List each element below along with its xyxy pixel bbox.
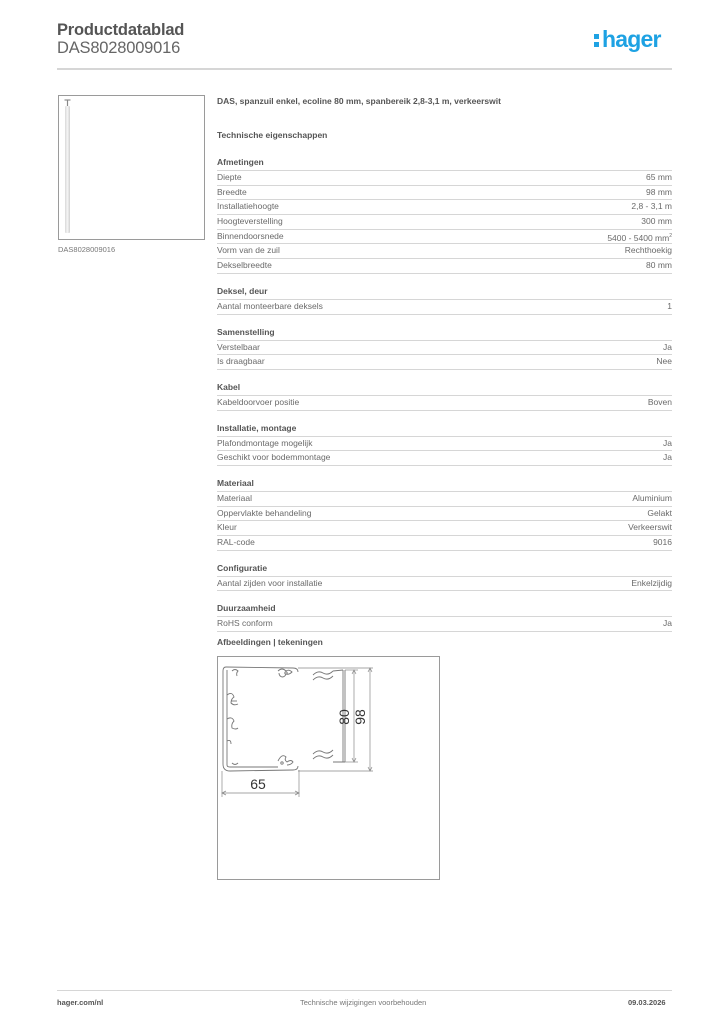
spec-label: Kabeldoorvoer positie [217,396,300,407]
dim-cover-width-label: 80 [336,709,352,725]
section-title: Configuratie [217,562,672,577]
section-title: Installatie, montage [217,422,672,437]
technical-drawing [217,656,440,880]
spec-row [217,300,672,315]
section-title: Duurzaamheid [217,602,672,617]
dim-depth-label: 65 [250,776,266,792]
section-title: Samenstelling [217,326,672,341]
spec-row [217,617,672,632]
spec-label: Diepte [217,172,242,182]
footer-website-link[interactable]: hager.com/nl [57,998,104,1007]
product-description: DAS, spanzuil enkel, ecoline 80 mm, spanbereik 2,8-3,1 m, verkeerswit [217,96,501,106]
spec-row [217,200,672,215]
section-kabel [217,381,672,411]
section-materiaal [217,477,672,551]
logo-text: hager [602,26,661,52]
spec-label: Dekselbreedte [217,260,272,271]
spec-row [217,437,672,452]
section-samenstelling [217,326,672,370]
spec-label: Aantal monteerbare deksels [217,300,323,311]
spec-value: Verkeerswit [628,522,672,533]
section-deksel-deur [217,285,672,315]
spec-value: Ja [663,452,672,463]
spec-value: Enkelzijdig [631,577,672,588]
spec-value: Gelakt [647,507,672,518]
spec-panel [217,96,672,632]
spec-label: Is draagbaar [217,356,265,367]
spec-row [217,215,672,230]
spec-row [217,244,672,259]
hager-logo [594,28,661,51]
spec-value: 1 [667,300,672,311]
spec-label: Aantal zijden voor installatie [217,577,323,588]
spec-value: Boven [647,396,672,407]
section-title: Kabel [217,381,672,396]
footer-date: 09.03.2026 [628,998,666,1007]
product-image-caption: DAS8028009016 [58,245,116,254]
article-number: DAS8028009016 [57,39,181,57]
spec-value: Ja [663,341,672,352]
section-installatie-montage [217,422,672,466]
section-title: Materiaal [217,477,672,492]
spec-label: Plafondmontage mogelijk [217,437,313,448]
spec-row [217,355,672,370]
header-divider [57,68,672,70]
spec-label: RoHS conform [217,618,273,629]
spec-value: Rechthoekig [624,245,672,256]
spec-row [217,536,672,551]
section-duurzaamheid [217,602,672,632]
spec-row [217,451,672,466]
spec-value: 9016 [653,537,672,547]
logo-colon-icon [594,31,600,48]
spec-row [217,230,672,245]
spec-row [217,577,672,592]
spec-label: Hoogteverstelling [217,216,283,227]
spec-row [217,521,672,536]
spec-value-superscript: 2 [669,232,672,239]
dim-width-label: 98 [352,709,368,725]
spec-label: Verstelbaar [217,341,260,352]
spec-value: 65 mm [646,172,672,182]
spec-value: Aluminium [632,492,672,503]
product-image [58,95,205,240]
tech-properties-heading: Technische eigenschappen [217,130,328,140]
spec-label: Materiaal [217,492,252,503]
section-title: Afmetingen [217,156,672,171]
spec-label: RAL-code [217,537,255,547]
spec-value: 2,8 - 3,1 m [631,201,672,212]
spec-label: Oppervlakte behandeling [217,507,312,518]
spec-label: Geschikt voor bodemmontage [217,452,331,463]
footer-disclaimer: Technische wijzigingen voorbehouden [300,998,427,1007]
section-title: Deksel, deur [217,285,672,300]
page-title: Productdatablad [57,21,185,39]
spec-value-text: 5400 - 5400 mm [607,232,670,243]
spec-label: Breedte [217,186,247,197]
figures-heading: Afbeeldingen | tekeningen [217,637,323,647]
spec-value: 98 mm [646,186,672,197]
spec-label: Vorm van de zuil [217,245,280,256]
profile-cross-section-drawing [218,657,441,881]
spec-row [217,396,672,411]
spec-value: 300 mm [641,216,672,227]
pole-illustration [65,106,70,233]
spec-row [217,171,672,186]
spec-row [217,507,672,522]
section-configuratie [217,562,672,592]
spec-label: Binnendoorsnede [217,230,284,241]
spec-value: Nee [656,356,672,367]
spec-value: Ja [663,437,672,448]
section-afmetingen [217,156,672,274]
spec-row [217,341,672,356]
spec-row [217,492,672,507]
spec-value: Ja [663,618,672,629]
spec-label: Kleur [217,522,237,533]
spec-row [217,259,672,274]
spec-label: Installatiehoogte [217,201,279,212]
spec-value [607,230,672,244]
spec-row [217,186,672,201]
spec-value: 80 mm [646,260,672,271]
footer-divider [57,990,672,991]
